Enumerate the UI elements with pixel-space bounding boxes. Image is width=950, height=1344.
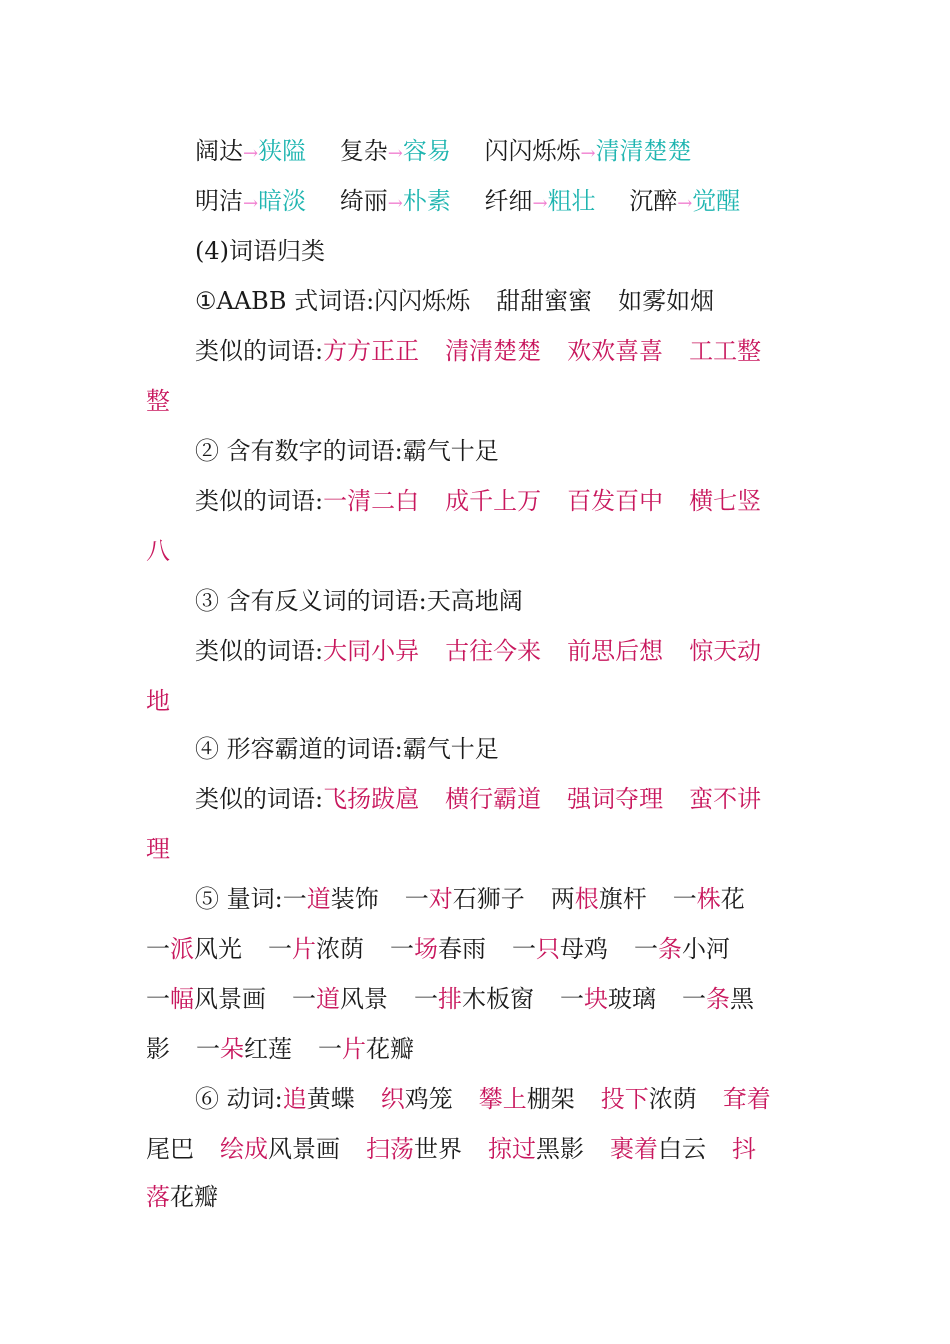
- group-5-line-4: [146, 1024, 800, 1074]
- example-word: 天高地阔: [426, 587, 523, 615]
- noun: 花: [720, 885, 745, 913]
- object: 浓荫: [648, 1085, 697, 1113]
- quantifier-num: 一: [512, 935, 536, 963]
- quantifier-num: 一: [268, 935, 292, 963]
- verb: 掠过: [488, 1135, 536, 1163]
- group-label: ①AABB 式词语:: [195, 287, 375, 315]
- quantifier-num: 一: [414, 985, 438, 1013]
- group-1-similar: [195, 326, 800, 376]
- similar-label: 类似的词语:: [195, 637, 324, 665]
- antonym-answer: 容易: [402, 137, 451, 165]
- quantifier: 块: [584, 985, 608, 1013]
- example-word: 如雾如烟: [618, 287, 715, 315]
- quantifier: 根: [574, 885, 599, 913]
- noun: 风景画: [194, 985, 266, 1013]
- similar-label: 类似的词语:: [195, 487, 324, 515]
- quantifier-num: 两: [550, 885, 575, 913]
- group-6-line-3: [146, 1172, 800, 1222]
- group-3-wrap: [146, 676, 800, 726]
- verb: 抖: [732, 1135, 756, 1163]
- answer-word: 横行霸道: [445, 785, 542, 813]
- group-label: ⑤ 量词:: [195, 885, 283, 913]
- object: 棚架: [526, 1085, 575, 1113]
- arrow-icon: →: [243, 143, 259, 164]
- quantifier-num: 一: [682, 985, 706, 1013]
- object: 鸡笼: [404, 1085, 453, 1113]
- group-3-similar: [195, 626, 800, 676]
- answer-word: 成千上万: [445, 487, 542, 515]
- group-3-examples: [195, 576, 800, 626]
- noun: 风光: [194, 935, 242, 963]
- similar-label: 类似的词语:: [195, 337, 324, 365]
- word: 沉醉: [629, 187, 678, 215]
- example-word: 甜甜蜜蜜: [496, 287, 593, 315]
- arrow-icon: →: [580, 143, 596, 164]
- group-6-line-1: [195, 1074, 800, 1124]
- answer-word: 飞扬跋扈: [323, 785, 420, 813]
- quantifier: 条: [706, 985, 730, 1013]
- noun: 母鸡: [560, 935, 608, 963]
- example-word: 霸气十足: [402, 735, 499, 763]
- quantifier: 对: [428, 885, 453, 913]
- noun: 旗杆: [598, 885, 647, 913]
- antonym-answer: 粗壮: [547, 187, 596, 215]
- noun: 装饰: [330, 885, 379, 913]
- answer-word: 古往今来: [445, 637, 542, 665]
- group-4-wrap: [146, 824, 800, 874]
- answer-word: 整: [146, 387, 170, 415]
- object: 风景画: [268, 1135, 340, 1163]
- antonym-answer: 朴素: [402, 187, 451, 215]
- quantifier: 派: [170, 935, 194, 963]
- answer-word: 工工整: [689, 337, 762, 365]
- answer-word: 地: [146, 687, 170, 715]
- quantifier-num: 一: [196, 1035, 220, 1063]
- quantifier: 片: [342, 1035, 366, 1063]
- noun: 浓荫: [316, 935, 364, 963]
- arrow-icon: →: [387, 193, 403, 214]
- verb: 扫荡: [366, 1135, 414, 1163]
- object: 白云: [658, 1135, 706, 1163]
- verb: 追: [282, 1085, 307, 1113]
- answer-word: 欢欢喜喜: [567, 337, 664, 365]
- quantifier-num: 一: [292, 985, 316, 1013]
- verb: 耷着: [722, 1085, 771, 1113]
- arrow-icon: →: [677, 193, 693, 214]
- answer-word: 理: [146, 835, 170, 863]
- answer-word: 清清楚楚: [445, 337, 542, 365]
- group-label: ⑥ 动词:: [195, 1085, 283, 1113]
- quantifier-num: 一: [318, 1035, 342, 1063]
- word: 明洁: [195, 187, 243, 215]
- quantifier-num: 一: [282, 885, 307, 913]
- noun: 风景: [340, 985, 388, 1013]
- quantifier-num: 一: [146, 935, 170, 963]
- group-label: ③ 含有反义词的词语:: [195, 587, 427, 615]
- arrow-icon: →: [532, 193, 548, 214]
- answer-word: 八: [146, 537, 170, 565]
- group-2-wrap: [146, 526, 800, 576]
- answer-word: 一清二白: [323, 487, 420, 515]
- quantifier-num: 一: [146, 985, 170, 1013]
- quantifier: 幅: [170, 985, 194, 1013]
- object: 尾巴: [146, 1135, 194, 1163]
- quantifier: 道: [306, 885, 331, 913]
- quantifier: 只: [536, 935, 560, 963]
- quantifier: 朵: [220, 1035, 244, 1063]
- quantifier: 排: [438, 985, 462, 1013]
- quantifier-num: 一: [390, 935, 414, 963]
- group-5-line-3: [146, 974, 800, 1024]
- object: 黄蝶: [306, 1085, 355, 1113]
- answer-word: 方方正正: [323, 337, 420, 365]
- noun: 玻璃: [608, 985, 656, 1013]
- antonym-answer: 暗淡: [258, 187, 307, 215]
- answer-word: 惊天动: [689, 637, 762, 665]
- quantifier: 片: [292, 935, 316, 963]
- antonym-answer: 觉醒: [692, 187, 741, 215]
- quantifier-num: 一: [634, 935, 658, 963]
- quantifier: 条: [658, 935, 682, 963]
- group-label: ② 含有数字的词语:: [195, 437, 403, 465]
- word: 闪闪烁烁: [484, 137, 581, 165]
- group-label: ④ 形容霸道的词语:: [195, 735, 403, 763]
- group-1-wrap: [146, 376, 800, 426]
- noun: 花瓣: [366, 1035, 414, 1063]
- noun: 影: [146, 1035, 170, 1063]
- noun: 小河: [682, 935, 730, 963]
- verb: 绘成: [220, 1135, 268, 1163]
- answer-word: 前思后想: [567, 637, 664, 665]
- quantifier: 株: [696, 885, 721, 913]
- example-word: 霸气十足: [402, 437, 499, 465]
- group-4-similar: [195, 774, 800, 824]
- object: 黑影: [536, 1135, 584, 1163]
- word: 绮丽: [339, 187, 388, 215]
- arrow-icon: →: [243, 193, 259, 214]
- noun: 春雨: [438, 935, 486, 963]
- antonym-line-1: [195, 126, 800, 176]
- verb: 落: [146, 1183, 170, 1211]
- antonym-answer: 清清楚楚: [595, 137, 692, 165]
- arrow-icon: →: [387, 143, 403, 164]
- object: 花瓣: [170, 1183, 218, 1211]
- quantifier-num: 一: [404, 885, 429, 913]
- verb: 投下: [600, 1085, 649, 1113]
- similar-label: 类似的词语:: [195, 785, 324, 813]
- answer-word: 百发百中: [567, 487, 664, 515]
- group-5-line-1: [195, 874, 800, 924]
- quantifier-num: 一: [560, 985, 584, 1013]
- noun: 木板窗: [462, 985, 534, 1013]
- noun: 黑: [730, 985, 754, 1013]
- antonym-answer: 狭隘: [258, 137, 307, 165]
- section-title: (4)词语归类: [195, 237, 325, 265]
- group-5-line-2: [146, 924, 800, 974]
- group-1-examples: [195, 276, 800, 326]
- answer-word: 横七竖: [689, 487, 762, 515]
- quantifier-num: 一: [672, 885, 697, 913]
- noun: 石狮子: [452, 885, 525, 913]
- noun: 红莲: [244, 1035, 292, 1063]
- example-word: 闪闪烁烁: [374, 287, 471, 315]
- word: 复杂: [339, 137, 388, 165]
- quantifier: 场: [414, 935, 438, 963]
- group-2-examples: [195, 426, 800, 476]
- antonym-line-2: [195, 176, 800, 226]
- verb: 攀上: [478, 1085, 527, 1113]
- group-2-similar: [195, 476, 800, 526]
- word: 阔达: [195, 137, 243, 165]
- verb: 织: [380, 1085, 405, 1113]
- answer-word: 强词夺理: [567, 785, 664, 813]
- answer-word: 大同小异: [323, 637, 420, 665]
- verb: 裹着: [610, 1135, 658, 1163]
- quantifier: 道: [316, 985, 340, 1013]
- group-4-examples: [195, 724, 800, 774]
- object: 世界: [414, 1135, 462, 1163]
- answer-word: 蛮不讲: [689, 785, 762, 813]
- word: 纤细: [484, 187, 533, 215]
- group-6-line-2: [146, 1124, 800, 1174]
